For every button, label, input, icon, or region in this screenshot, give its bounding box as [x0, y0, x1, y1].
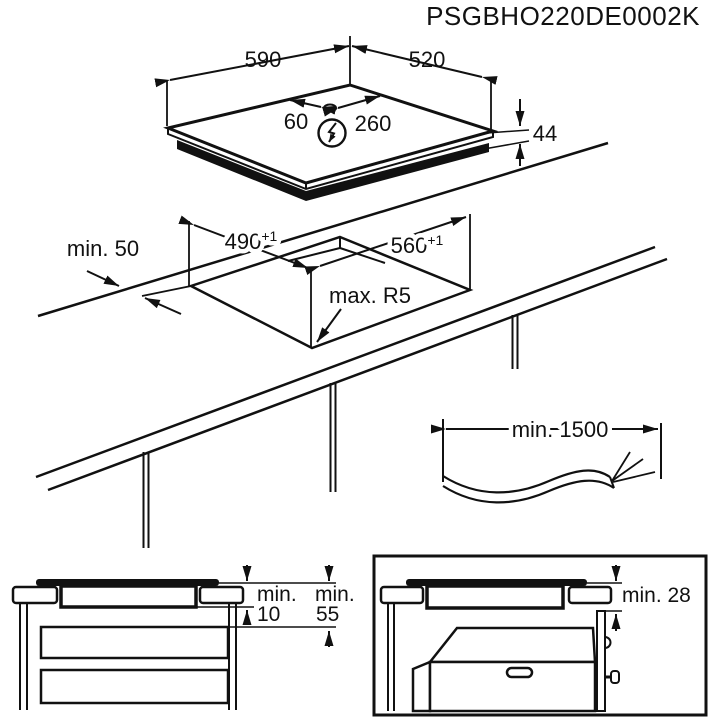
- cable-wire-ends: [612, 452, 655, 482]
- oven-side: [413, 662, 430, 711]
- drawer-front-bottom: [41, 670, 228, 703]
- extension-min50: [142, 286, 191, 296]
- hob-body-section-2: [427, 586, 563, 608]
- dim-label-60: 60: [283, 109, 309, 134]
- mains-cable-view: [443, 417, 661, 502]
- dim-label-520: 520: [408, 47, 446, 72]
- dim-label-260: 260: [354, 111, 392, 136]
- label-max-r5: max. R5: [329, 283, 411, 308]
- label-min10-min: min.: [257, 583, 297, 606]
- table-leg-right: [513, 315, 518, 369]
- arrow-min50-b: [145, 298, 181, 314]
- drawer-front-top: [41, 627, 228, 658]
- counter-left-block-2: [381, 587, 423, 603]
- worktop-cutout-view: [36, 143, 667, 548]
- counter-right-block: [200, 587, 243, 603]
- hob-body-section: [61, 586, 196, 607]
- dim-label-560: $560^{+1}$: [390, 232, 444, 258]
- mains-cable: [443, 452, 655, 502]
- dim-thickness-44: [484, 99, 557, 166]
- drawer-install-view: [13, 565, 355, 710]
- oven-install-view: [374, 556, 706, 715]
- dim-label-490: $490^{+1}$: [224, 228, 278, 254]
- label-min55-val: 55: [316, 603, 340, 626]
- label-min28: min. 28: [622, 584, 691, 607]
- dim-label-590: 590: [244, 47, 282, 72]
- hob-glass-section: [36, 579, 219, 586]
- counter-left-block: [13, 587, 57, 603]
- oven-top: [430, 628, 595, 662]
- label-min-50: min. 50: [66, 236, 140, 261]
- cabinet-side-panel: [597, 611, 605, 711]
- label-min55-min: min.: [315, 583, 355, 606]
- power-flash-icon: [319, 120, 346, 147]
- counter-right-block-2: [569, 587, 611, 603]
- product-code-title: PSGBHO220DE0002K: [426, 1, 700, 31]
- oven-handle: [507, 668, 532, 677]
- hob-glass-section-2: [406, 579, 587, 586]
- label-min10-val: 10: [257, 603, 281, 626]
- table-leg-middle: [331, 383, 336, 492]
- dim-label-44: 44: [532, 121, 558, 146]
- cable-entry-hole: [324, 105, 336, 112]
- table-leg-left: [144, 452, 149, 548]
- arrow-min50-a: [87, 271, 119, 286]
- dim-label-1500: min. 1500: [511, 417, 609, 442]
